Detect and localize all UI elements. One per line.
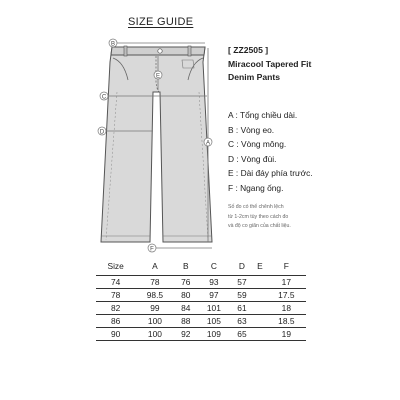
product-code: [ ZZ2505 ] [228, 45, 269, 55]
cell-c: 97 [197, 289, 231, 302]
product-name-line-1: Miracool Tapered Fit [228, 58, 312, 69]
cell-b: 88 [175, 315, 197, 328]
cell-size: 90 [96, 328, 135, 341]
header-size: Size [107, 261, 124, 271]
product-info [228, 44, 393, 85]
cell-d: 57 [231, 276, 253, 289]
cell-f: 17.5 [267, 289, 306, 302]
cell-e [253, 302, 266, 315]
cell-c: 101 [197, 302, 231, 315]
cell-b: 84 [175, 302, 197, 315]
cell-d: 65 [231, 328, 253, 341]
cell-f: 17 [267, 276, 306, 289]
legend-item-b: B : Vòng eo. [228, 124, 275, 135]
cell-b: 76 [175, 276, 197, 289]
cell-e [253, 276, 266, 289]
header-c: C [210, 261, 217, 271]
legend-item-d: D : Vòng đùi. [228, 153, 277, 164]
note-line: và độ co giãn của chất liệu. [228, 223, 291, 229]
marker-label-d: D [99, 129, 105, 136]
cell-size: 82 [96, 302, 135, 315]
table-row [96, 302, 306, 315]
cell-d: 59 [231, 289, 253, 302]
table-row [96, 328, 306, 341]
cell-e [253, 289, 266, 302]
header-a: A [152, 261, 158, 271]
cell-a: 99 [135, 302, 174, 315]
waist-button [158, 49, 162, 53]
legend-item-f: F : Ngang ống. [228, 182, 284, 193]
cell-c: 93 [197, 276, 231, 289]
belt-loop [124, 46, 127, 56]
table-row [96, 315, 306, 328]
marker-label-e: E [155, 73, 161, 80]
legend-item-e: E : Dài đáy phía trước. [228, 168, 313, 179]
cell-f: 18.5 [267, 315, 306, 328]
cell-d: 61 [231, 302, 253, 315]
measurement-legend [228, 108, 313, 196]
header-e: E [257, 261, 263, 271]
cell-e [253, 315, 266, 328]
cell-f: 18 [267, 302, 306, 315]
note-line: Số đo có thể chênh lệch [228, 204, 284, 210]
cell-size: 86 [96, 315, 135, 328]
cell-b: 92 [175, 328, 197, 341]
header-d: D [238, 261, 245, 271]
legend-item-c: C : Vòng mông. [228, 139, 287, 150]
cell-a: 78 [135, 276, 174, 289]
cell-b: 80 [175, 289, 197, 302]
cell-a: 100 [135, 315, 174, 328]
note-line: từ 1-2cm tùy theo cách đo [228, 213, 289, 220]
cell-d: 63 [231, 315, 253, 328]
cell-e [253, 328, 266, 341]
cell-f: 19 [267, 328, 306, 341]
cell-size: 78 [96, 289, 135, 302]
legend-item-a: A : Tổng chiều dài. [228, 110, 298, 120]
belt-loop [188, 46, 191, 56]
cell-c: 109 [197, 328, 231, 341]
marker-label-c: C [101, 94, 107, 101]
table-row [96, 276, 306, 289]
table-row [96, 289, 306, 302]
size-chart-table [96, 257, 306, 341]
marker-label-a: A [205, 140, 211, 147]
header-b: B [183, 261, 189, 271]
measurement-note [228, 203, 378, 232]
marker-label-f: F [150, 246, 154, 253]
header-f: F [283, 261, 289, 271]
cell-a: 100 [135, 328, 174, 341]
marker-label-b: B [110, 41, 116, 48]
product-name-line-2: Denim Pants [228, 72, 281, 82]
cell-size: 74 [96, 276, 135, 289]
cell-a: 98.5 [135, 289, 174, 302]
table-header-row [96, 257, 306, 276]
page-title: SIZE GUIDE [128, 16, 194, 28]
cell-c: 105 [197, 315, 231, 328]
